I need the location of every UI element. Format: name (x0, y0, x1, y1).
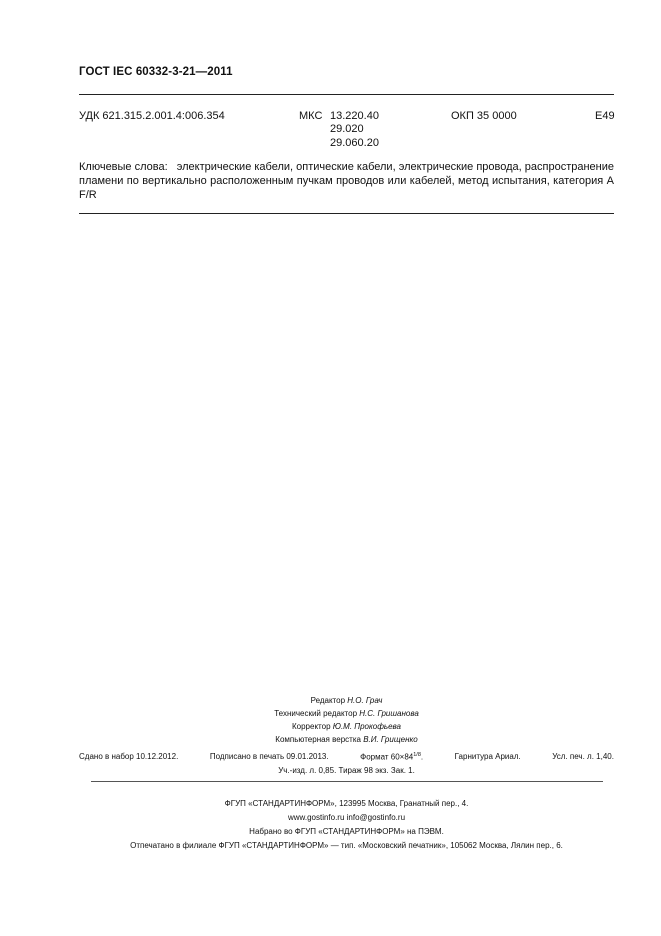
publication-details (79, 752, 614, 762)
print-sheets: Усл. печ. л. 1,40. (552, 752, 614, 761)
classification-code: Е49 (595, 110, 615, 122)
editor-line: Редактор Н.О. Грач (310, 696, 383, 705)
mks-label: МКС (299, 110, 323, 122)
publisher-web: www.gostinfo.ru info@gostinfo.ru (287, 813, 406, 822)
corrector-line: Корректор Ю.М. Прокофьева (292, 722, 401, 731)
mks-code-1: 13.220.40 (330, 110, 379, 122)
publisher-footer (79, 797, 614, 853)
submitted-date: Сдано в набор 10.12.2012. (79, 752, 179, 761)
footer-rule (91, 781, 603, 782)
okp-code: ОКП 35 0000 (451, 110, 517, 122)
typeface: Гарнитура Ариал. (454, 752, 521, 761)
layout-line: Компьютерная верстка В.И. Грищенко (275, 735, 418, 744)
typeset-note: Набрано во ФГУП «СТАНДАРТИНФОРМ» на ПЭВМ. (249, 827, 444, 836)
publisher-address: ФГУП «СТАНДАРТИНФОРМ», 123995 Москва, Гранатный пер., 4. (224, 799, 469, 808)
paper-format: Формат $60\times 84^{1/8}$. (360, 752, 424, 762)
mks-code-3: 29.060.20 (330, 137, 379, 149)
keywords-paragraph (79, 160, 614, 202)
document-title: ГОСТ IEC 60332-3-21—2011 (79, 66, 233, 78)
udk-code: УДК 621.315.2.001.4:006.354 (79, 110, 225, 122)
tech-editor-line: Технический редактор Н.С. Гришанова (274, 709, 419, 718)
header-rule (79, 94, 614, 95)
mks-code-2: 29.020 (330, 123, 364, 135)
keywords-rule (79, 213, 614, 214)
printed-note: Отпечатано в филиале ФГУП «СТАНДАРТИНФОРМ» — тип. «Московский печатник», 105062 Москва, Лялин пер., 6. (130, 841, 563, 850)
editorial-credits (79, 694, 614, 746)
publication-details-2: Уч.-изд. л. 0,85. Тираж 98 экз. Зак. 1. (278, 766, 415, 775)
keywords-text: электрические кабели, оптические кабели, электрические провода, распространение пламени по вертикально расположенным пучкам проводов или кабелей, метод испытания, категория A F/R (79, 161, 614, 201)
signed-date: Подписано в печать 09.01.2013. (209, 752, 329, 761)
keywords-label: Ключевые слова: (79, 161, 168, 173)
